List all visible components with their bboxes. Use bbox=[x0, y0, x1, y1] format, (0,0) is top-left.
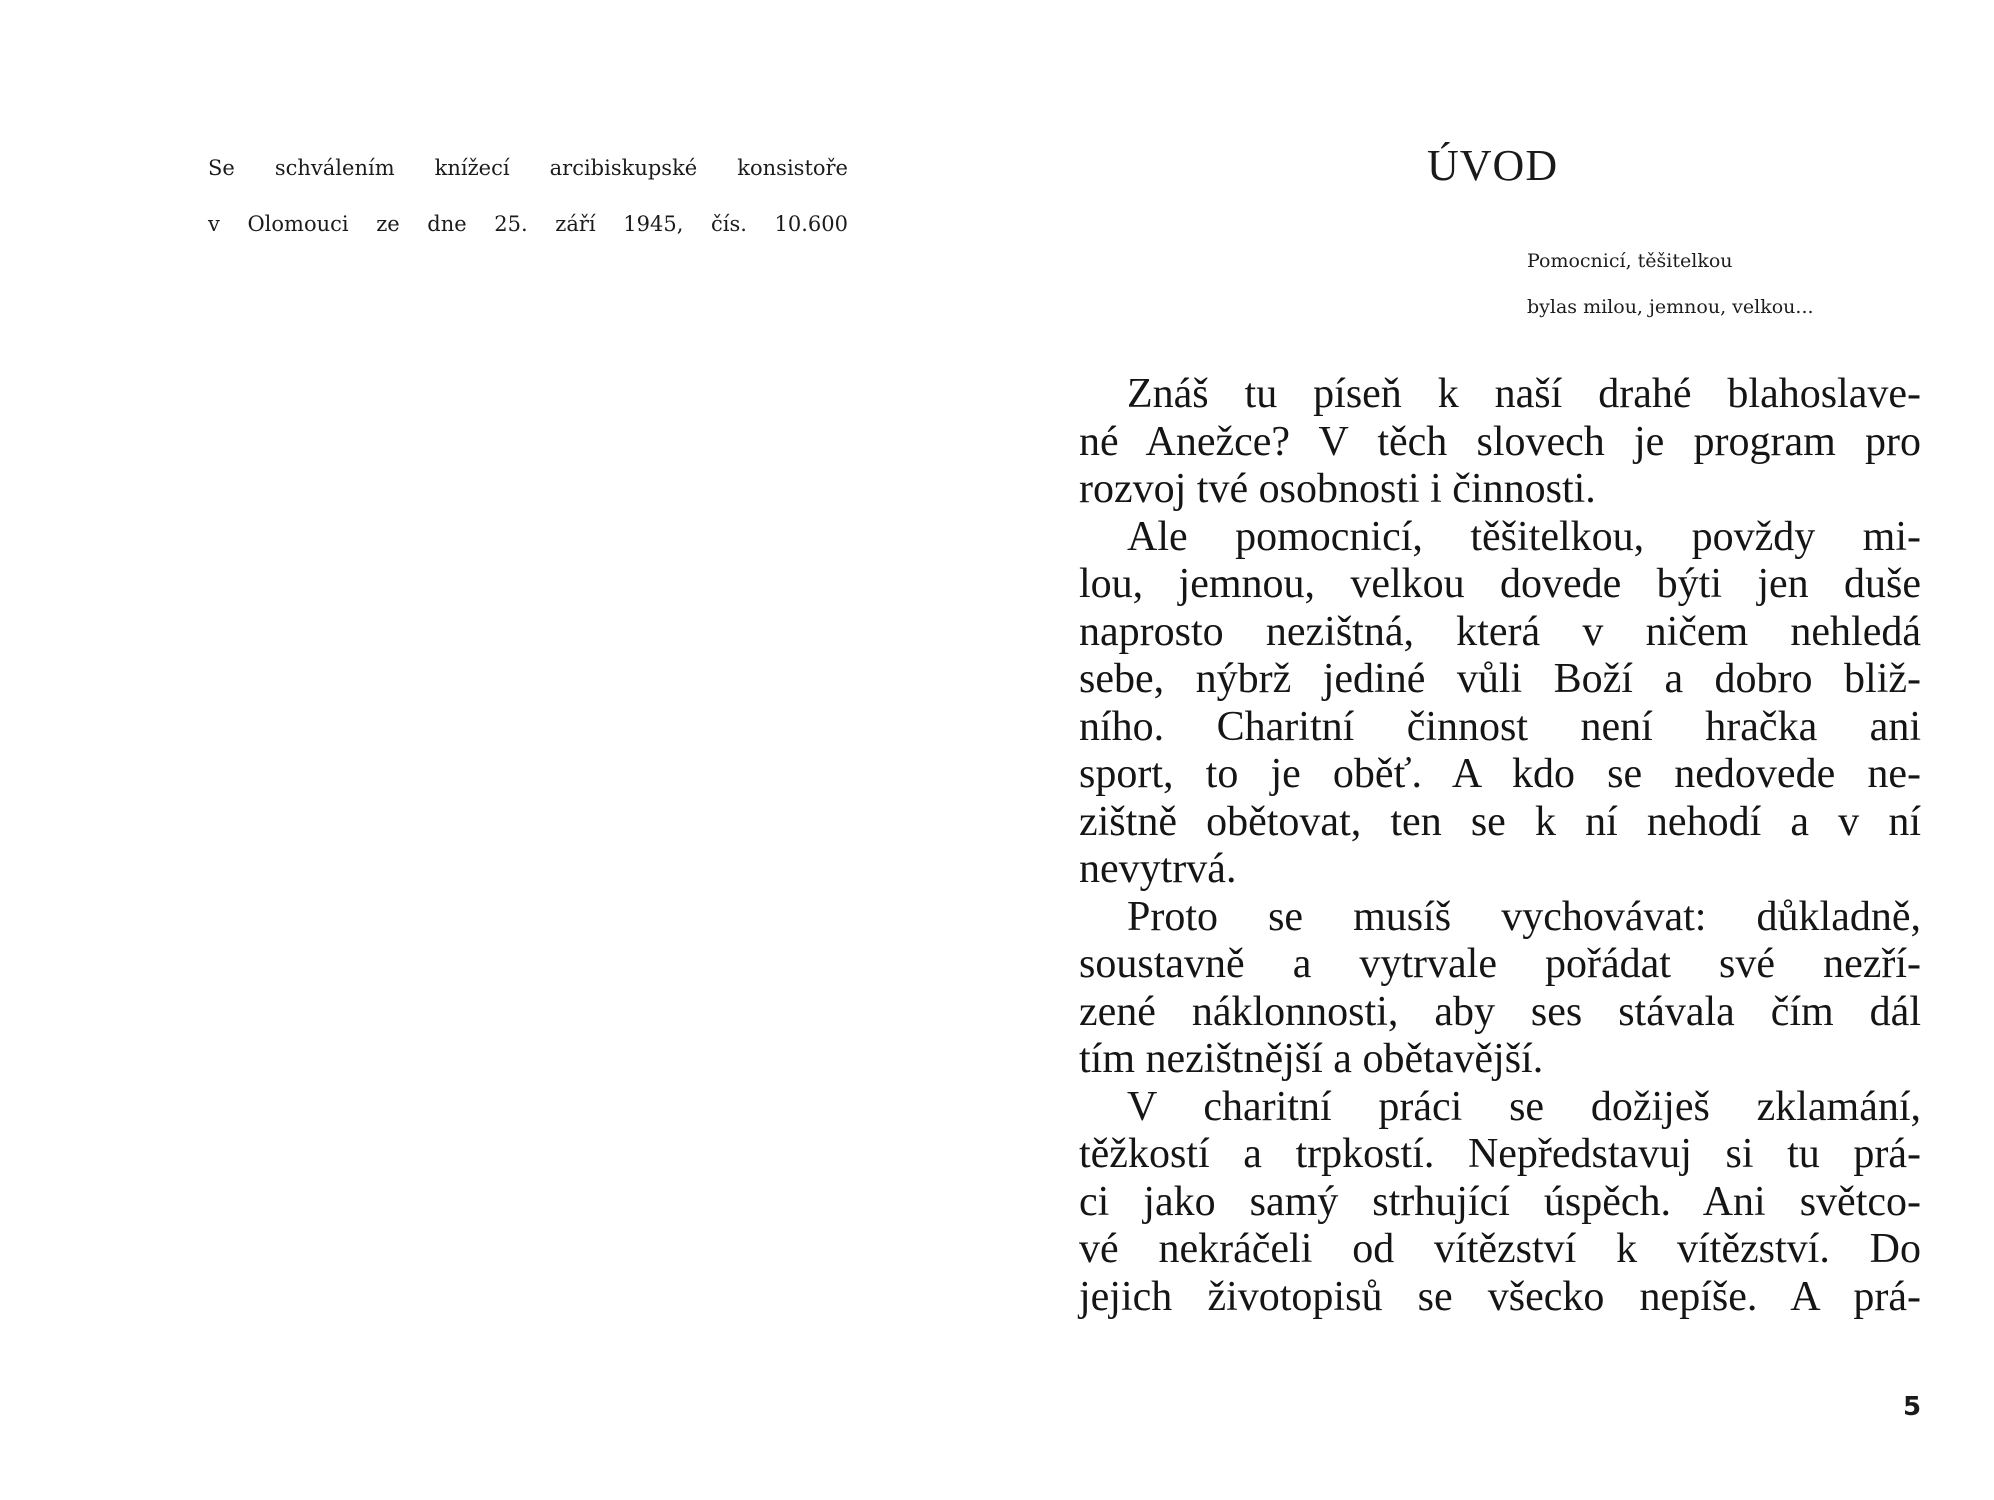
motto-line-1: Pomocnicí, těšitelkou bbox=[1527, 250, 1733, 272]
motto-line-2: bylas milou, jemnou, velkou... bbox=[1527, 296, 1814, 318]
text-line: nevytrvá. bbox=[1079, 846, 1237, 892]
page-number: 5 bbox=[1903, 1392, 1922, 1422]
text-line: ci jako samý strhující úspěch. Ani světco- bbox=[1079, 1178, 1921, 1225]
text-line: naprosto nezištná, která v ničem nehledá bbox=[1079, 608, 1921, 655]
body-text bbox=[1079, 371, 1921, 1321]
text-line: Ale pomocnicí, těšitelkou, povždy mi- bbox=[1127, 513, 1921, 560]
text-line: těžkostí a trpkostí. Nepředstavuj si tu prá- bbox=[1079, 1131, 1921, 1177]
text-line: zené náklonnosti, aby ses stávala čím dál bbox=[1079, 988, 1921, 1035]
approval-line-1: Se schválením knížecí arcibiskupské konsistoře bbox=[208, 156, 848, 180]
text-line: tím nezištnější a obětavější. bbox=[1079, 1036, 1544, 1082]
text-line: V charitní práci se dožiješ zklamání, bbox=[1127, 1083, 1921, 1130]
text-line: rozvoj tvé osobnosti i činnosti. bbox=[1079, 466, 1596, 512]
text-line: lou, jemnou, velkou dovede býti jen duše bbox=[1079, 561, 1921, 607]
text-line: sport, to je oběť. A kdo se nedovede ne- bbox=[1079, 751, 1921, 797]
text-line: né Anežce? V těch slovech je program pro bbox=[1079, 418, 1921, 465]
text-line: Znáš tu píseň k naší drahé blahoslave- bbox=[1127, 371, 1921, 417]
text-line: Proto se musíš vychovávat: důkladně, bbox=[1127, 893, 1921, 940]
approval-line-2: v Olomouci ze dne 25. září 1945, čís. 10.600 bbox=[208, 212, 848, 236]
text-line: sebe, nýbrž jediné vůli Boží a dobro bliž- bbox=[1079, 656, 1921, 702]
text-line: ního. Charitní činnost není hračka ani bbox=[1079, 703, 1921, 750]
text-line: jejich životopisů se všecko nepíše. A prá- bbox=[1079, 1273, 1921, 1320]
right-page bbox=[997, 0, 1994, 1500]
text-line: zištně obětovat, ten se k ní nehodí a v ní bbox=[1079, 798, 1921, 845]
text-line: vé nekráčeli od vítězství k vítězství. Do bbox=[1079, 1226, 1921, 1272]
motto-epigraph bbox=[1527, 248, 1987, 320]
chapter-heading: ÚVOD bbox=[1427, 141, 1559, 190]
church-approval-notice bbox=[208, 154, 848, 238]
text-line: soustavně a vytrvale pořádat své nezří- bbox=[1079, 941, 1921, 987]
